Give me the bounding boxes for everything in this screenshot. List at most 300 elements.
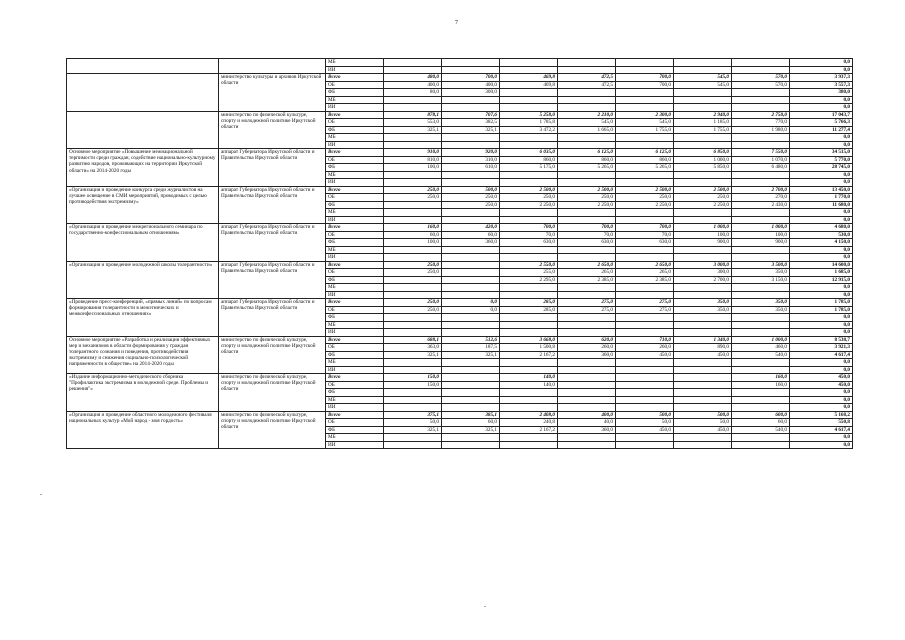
table-row [67, 74, 853, 82]
year-value-cell: 6 480,0 [732, 164, 790, 172]
year-value-cell [732, 314, 790, 322]
total-cell: 5 770,0 [790, 156, 853, 164]
year-value-cell: 140,0 [500, 374, 558, 382]
year-value-cell [442, 404, 500, 412]
source-cell: МБ [326, 246, 384, 254]
year-value-cell: 7 550,0 [732, 149, 790, 157]
total-cell: 11 277,4 [790, 126, 853, 134]
year-value-cell: 360,0 [558, 426, 616, 434]
year-value-cell [732, 104, 790, 112]
total-cell: 14 600,0 [790, 261, 853, 269]
year-value-cell [384, 291, 442, 299]
year-value-cell [442, 254, 500, 262]
total-cell: 3 557,3 [790, 81, 853, 89]
table-row [67, 299, 853, 307]
year-value-cell: 450,0 [616, 426, 674, 434]
year-value-cell [442, 359, 500, 367]
total-cell: 0,0 [790, 389, 853, 397]
total-cell: 11 680,0 [790, 201, 853, 209]
year-value-cell [674, 366, 732, 374]
year-value-cell: 240,8 [500, 419, 558, 427]
source-cell: Всего [326, 336, 384, 344]
margin-mark: . [484, 600, 486, 609]
year-value-cell [732, 329, 790, 337]
total-cell: 13 450,0 [790, 186, 853, 194]
table-row [67, 224, 853, 232]
source-cell: ФБ [326, 276, 384, 284]
source-cell: ФБ [326, 351, 384, 359]
year-value-cell: 2 250,0 [674, 201, 732, 209]
year-value-cell [732, 359, 790, 367]
year-value-cell [442, 66, 500, 74]
executor-cell: аппарат Губернатора Иркутской области и Правительства Иркутской области [219, 186, 326, 224]
year-value-cell [558, 314, 616, 322]
year-value-cell [732, 59, 790, 67]
year-value-cell: 480,0 [384, 74, 442, 82]
year-value-cell: 1 785,8 [500, 119, 558, 127]
year-value-cell [616, 314, 674, 322]
year-value-cell [732, 284, 790, 292]
program-cell [67, 74, 219, 112]
year-value-cell: 5 265,0 [558, 164, 616, 172]
year-value-cell [558, 104, 616, 112]
year-value-cell: 910,0 [384, 149, 442, 157]
year-value-cell [616, 89, 674, 97]
year-value-cell [500, 396, 558, 404]
year-value-cell [616, 284, 674, 292]
year-value-cell [616, 434, 674, 442]
year-value-cell: 400,0 [558, 411, 616, 419]
year-value-cell: 2 385,0 [616, 276, 674, 284]
year-value-cell: 60,0 [384, 231, 442, 239]
year-value-cell [558, 381, 616, 389]
year-value-cell: 50,0 [384, 419, 442, 427]
year-value-cell: 1 980,0 [732, 126, 790, 134]
year-value-cell: 2 295,0 [500, 276, 558, 284]
year-value-cell: 160,0 [732, 381, 790, 389]
year-value-cell: 250,0 [500, 194, 558, 202]
year-value-cell [384, 216, 442, 224]
year-value-cell: 2 250,0 [616, 201, 674, 209]
year-value-cell [442, 104, 500, 112]
year-value-cell: 3 668,0 [500, 336, 558, 344]
year-value-cell: 450,0 [674, 351, 732, 359]
year-value-cell: 160,0 [384, 224, 442, 232]
year-value-cell: 5 175,0 [500, 164, 558, 172]
year-value-cell [616, 209, 674, 217]
year-value-cell: 553,0 [384, 119, 442, 127]
year-value-cell [384, 359, 442, 367]
total-cell: 5 168,2 [790, 411, 853, 419]
year-value-cell [674, 216, 732, 224]
year-value-cell [674, 89, 732, 97]
year-value-cell [616, 179, 674, 187]
source-cell: МБ [326, 171, 384, 179]
year-value-cell: 5 265,0 [616, 164, 674, 172]
year-value-cell: 2 650,0 [558, 261, 616, 269]
year-value-cell [500, 329, 558, 337]
year-value-cell: 5 850,0 [674, 164, 732, 172]
year-value-cell: 2 167,2 [500, 426, 558, 434]
program-cell: «Организация и проведение молодежной школы толерантности» [67, 261, 219, 299]
year-value-cell [674, 381, 732, 389]
source-cell: ФБ [326, 164, 384, 172]
total-cell: 0,0 [790, 66, 853, 74]
year-value-cell: 2 300,0 [616, 111, 674, 119]
year-value-cell: 250,0 [384, 186, 442, 194]
year-value-cell: 700,0 [558, 224, 616, 232]
year-value-cell [558, 171, 616, 179]
year-value-cell: 250,0 [442, 194, 500, 202]
year-value-cell [500, 314, 558, 322]
year-value-cell [442, 141, 500, 149]
year-value-cell [732, 179, 790, 187]
year-value-cell: 3 500,0 [732, 261, 790, 269]
source-cell: ИИ [326, 66, 384, 74]
year-value-cell [384, 276, 442, 284]
total-cell: 4 150,0 [790, 239, 853, 247]
table-row [67, 261, 853, 269]
year-value-cell [500, 246, 558, 254]
program-cell: «Издание информационно-методического сборника "Профилактика экстремизма в молодежной среде. Проблемы и решения"» [67, 374, 219, 412]
year-value-cell [732, 366, 790, 374]
year-value-cell [616, 96, 674, 104]
year-value-cell [558, 366, 616, 374]
total-cell: 0,0 [790, 104, 853, 112]
executor-cell: министерство по физической культуре, спорту и молодежной политике Иркутской области [219, 411, 326, 449]
source-cell: ОБ [326, 344, 384, 352]
source-cell: ИИ [326, 441, 384, 449]
year-value-cell [732, 396, 790, 404]
program-cell: Основное мероприятие «Разработка и реализация эффективных мер и механизмов в области формирования у граждан толерантного сознания и поведения, противодействия экстремизму и снижения социально-психологической напряженности в обществе» на 2014-2020 годы [67, 336, 219, 374]
year-value-cell: 250,0 [384, 306, 442, 314]
year-value-cell: 2 430,0 [732, 201, 790, 209]
year-value-cell: 385,1 [442, 411, 500, 419]
year-value-cell [674, 329, 732, 337]
year-value-cell [442, 216, 500, 224]
source-cell: ФБ [326, 426, 384, 434]
year-value-cell [674, 374, 732, 382]
table-row [67, 59, 853, 67]
year-value-cell [732, 321, 790, 329]
total-cell: 1 785,0 [790, 306, 853, 314]
year-value-cell: 255,0 [500, 269, 558, 277]
year-value-cell [732, 291, 790, 299]
year-value-cell [384, 284, 442, 292]
total-cell: 0,0 [790, 321, 853, 329]
year-value-cell [500, 209, 558, 217]
year-value-cell: 100,0 [674, 231, 732, 239]
year-value-cell: 890,0 [674, 344, 732, 352]
total-cell: 0,0 [790, 96, 853, 104]
year-value-cell: 60,0 [442, 231, 500, 239]
year-value-cell: 250,0 [384, 269, 442, 277]
year-value-cell [674, 254, 732, 262]
year-value-cell: 260,0 [558, 344, 616, 352]
total-cell: 4 617,4 [790, 426, 853, 434]
year-value-cell [442, 381, 500, 389]
year-value-cell [674, 66, 732, 74]
year-value-cell: 469,8 [500, 81, 558, 89]
year-value-cell: 250,0 [384, 194, 442, 202]
year-value-cell: 469,8 [500, 74, 558, 82]
source-cell: ОБ [326, 81, 384, 89]
year-value-cell: 382,5 [442, 119, 500, 127]
total-cell: 530,0 [790, 231, 853, 239]
year-value-cell [442, 171, 500, 179]
executor-cell: аппарат Губернатора Иркутской области и Правительства Иркутской области [219, 149, 326, 187]
page-number: 7 [455, 20, 458, 26]
table-body [67, 59, 853, 449]
year-value-cell [674, 179, 732, 187]
year-value-cell [384, 141, 442, 149]
executor-cell: министерство культуры и архивов Иркутской области [219, 74, 326, 112]
year-value-cell: 472,5 [558, 74, 616, 82]
source-cell: МБ [326, 96, 384, 104]
year-value-cell [384, 441, 442, 449]
year-value-cell: 100,0 [732, 231, 790, 239]
year-value-cell [500, 404, 558, 412]
source-cell: Всего [326, 111, 384, 119]
year-value-cell: 2 500,0 [674, 186, 732, 194]
year-value-cell: 265,0 [616, 269, 674, 277]
year-value-cell [616, 216, 674, 224]
year-value-cell: 1 665,0 [558, 126, 616, 134]
year-value-cell [558, 321, 616, 329]
year-value-cell: 150,0 [384, 381, 442, 389]
year-value-cell: 3 472,2 [500, 126, 558, 134]
year-value-cell [558, 179, 616, 187]
year-value-cell: 350,0 [732, 269, 790, 277]
year-value-cell: 900,0 [674, 239, 732, 247]
year-value-cell: 285,0 [500, 306, 558, 314]
total-cell: 5 766,3 [790, 119, 853, 127]
year-value-cell [616, 104, 674, 112]
year-value-cell [674, 284, 732, 292]
year-value-cell: 2 500,0 [558, 186, 616, 194]
year-value-cell: 160,0 [732, 374, 790, 382]
year-value-cell: 688,1 [384, 336, 442, 344]
year-value-cell: 275,0 [616, 306, 674, 314]
source-cell: ИИ [326, 404, 384, 412]
total-cell: 0,0 [790, 179, 853, 187]
year-value-cell: 285,0 [500, 299, 558, 307]
year-value-cell: 2 210,0 [558, 111, 616, 119]
year-value-cell: 325,1 [384, 426, 442, 434]
year-value-cell: 2 250,0 [558, 201, 616, 209]
year-value-cell [674, 434, 732, 442]
year-value-cell [558, 396, 616, 404]
year-value-cell [732, 254, 790, 262]
year-value-cell: 2 550,0 [500, 261, 558, 269]
year-value-cell [732, 389, 790, 397]
year-value-cell: 710,0 [616, 336, 674, 344]
year-value-cell: 540,0 [732, 351, 790, 359]
source-cell: Всего [326, 261, 384, 269]
year-value-cell [732, 141, 790, 149]
year-value-cell [674, 134, 732, 142]
year-value-cell [674, 209, 732, 217]
year-value-cell [500, 441, 558, 449]
year-value-cell [732, 404, 790, 412]
year-value-cell [500, 89, 558, 97]
year-value-cell [558, 389, 616, 397]
year-value-cell [616, 396, 674, 404]
year-value-cell [732, 96, 790, 104]
source-cell: ОБ [326, 156, 384, 164]
year-value-cell [384, 209, 442, 217]
year-value-cell: 325,1 [442, 426, 500, 434]
year-value-cell: 700,0 [616, 74, 674, 82]
year-value-cell: 1 755,0 [674, 126, 732, 134]
year-value-cell: 363,0 [384, 344, 442, 352]
year-value-cell: 630,0 [616, 239, 674, 247]
source-cell: ФБ [326, 201, 384, 209]
year-value-cell [558, 96, 616, 104]
year-value-cell: 265,0 [558, 269, 616, 277]
year-value-cell [442, 269, 500, 277]
year-value-cell [442, 441, 500, 449]
source-cell: ФБ [326, 89, 384, 97]
total-cell: 1 770,0 [790, 194, 853, 202]
year-value-cell: 545,0 [674, 81, 732, 89]
year-value-cell [732, 246, 790, 254]
program-cell [67, 59, 219, 74]
total-cell: 0,0 [790, 284, 853, 292]
budget-table [66, 58, 853, 449]
year-value-cell: 300,0 [442, 89, 500, 97]
source-cell: МБ [326, 359, 384, 367]
year-value-cell: 1 340,0 [674, 336, 732, 344]
total-cell: 8 538,7 [790, 336, 853, 344]
total-cell: 550,8 [790, 419, 853, 427]
source-cell: МБ [326, 59, 384, 67]
year-value-cell [500, 366, 558, 374]
year-value-cell: 1 000,0 [732, 224, 790, 232]
year-value-cell: 2 700,0 [674, 276, 732, 284]
year-value-cell: 375,1 [384, 411, 442, 419]
year-value-cell [674, 291, 732, 299]
source-cell: ИИ [326, 254, 384, 262]
year-value-cell: 700,0 [616, 81, 674, 89]
year-value-cell: 187,5 [442, 344, 500, 352]
year-value-cell [384, 179, 442, 187]
source-cell: ОБ [326, 194, 384, 202]
year-value-cell: 2 500,0 [500, 186, 558, 194]
total-cell: 1 685,0 [790, 269, 853, 277]
total-cell: 450,0 [790, 374, 853, 382]
year-value-cell [558, 66, 616, 74]
year-value-cell [442, 374, 500, 382]
source-cell: МБ [326, 434, 384, 442]
year-value-cell: 6 125,0 [616, 149, 674, 157]
year-value-cell [674, 321, 732, 329]
year-value-cell [558, 374, 616, 382]
year-value-cell [674, 314, 732, 322]
year-value-cell [384, 104, 442, 112]
year-value-cell [442, 434, 500, 442]
year-value-cell [384, 396, 442, 404]
year-value-cell [384, 366, 442, 374]
year-value-cell: 325,1 [384, 351, 442, 359]
year-value-cell [616, 389, 674, 397]
total-cell: 0,0 [790, 314, 853, 322]
year-value-cell [616, 59, 674, 67]
total-cell: 17 043,7 [790, 111, 853, 119]
year-value-cell: 540,0 [732, 426, 790, 434]
year-value-cell [616, 359, 674, 367]
year-value-cell [616, 374, 674, 382]
year-value-cell: 150,0 [384, 374, 442, 382]
year-value-cell: 1 185,0 [674, 119, 732, 127]
total-cell: 12 915,0 [790, 276, 853, 284]
year-value-cell: 250,0 [442, 201, 500, 209]
year-value-cell: 250,0 [384, 299, 442, 307]
program-cell: Основное мероприятие «Повышение межнациональной терпимости среди граждан, содействие национально-культурному развитию народов, проживающих на территории Иркутской области» на 2014-2020 годы [67, 149, 219, 187]
year-value-cell: 2 500,0 [616, 186, 674, 194]
program-cell: «Проведение пресс-конференций, «прямых линий» по вопросам формирования толерантности в межэтнических и межконфессиональных отношениях» [67, 299, 219, 337]
source-cell: ИИ [326, 104, 384, 112]
year-value-cell [558, 216, 616, 224]
year-value-cell [558, 254, 616, 262]
source-cell: ИИ [326, 366, 384, 374]
year-value-cell: 70,0 [616, 231, 674, 239]
year-value-cell: 6 125,0 [558, 149, 616, 157]
year-value-cell [558, 134, 616, 142]
year-value-cell [442, 134, 500, 142]
total-cell: 0,0 [790, 396, 853, 404]
year-value-cell: 60,0 [732, 419, 790, 427]
year-value-cell: 707,6 [442, 111, 500, 119]
year-value-cell [732, 216, 790, 224]
year-value-cell [616, 404, 674, 412]
year-value-cell [558, 359, 616, 367]
year-value-cell [442, 179, 500, 187]
year-value-cell [442, 261, 500, 269]
year-value-cell: 2 940,0 [674, 111, 732, 119]
year-value-cell [442, 246, 500, 254]
year-value-cell [674, 389, 732, 397]
year-value-cell: 450,0 [674, 426, 732, 434]
year-value-cell [616, 254, 674, 262]
year-value-cell [442, 389, 500, 397]
source-cell: ОБ [326, 119, 384, 127]
year-value-cell [500, 434, 558, 442]
total-cell: 450,0 [790, 381, 853, 389]
year-value-cell [616, 329, 674, 337]
year-value-cell: 630,0 [500, 239, 558, 247]
executor-cell: аппарат Губернатора Иркутской области и Правительства Иркутской области [219, 261, 326, 299]
year-value-cell: 270,0 [732, 194, 790, 202]
year-value-cell [384, 329, 442, 337]
source-cell: ФБ [326, 126, 384, 134]
year-value-cell: 50,0 [674, 419, 732, 427]
year-value-cell [500, 59, 558, 67]
total-cell: 0,0 [790, 434, 853, 442]
source-cell: ИИ [326, 216, 384, 224]
source-cell: Всего [326, 374, 384, 382]
year-value-cell [732, 66, 790, 74]
year-value-cell [384, 314, 442, 322]
year-value-cell: 460,0 [732, 344, 790, 352]
year-value-cell [732, 89, 790, 97]
year-value-cell [500, 389, 558, 397]
year-value-cell: 100,0 [384, 239, 442, 247]
year-value-cell: 2 750,0 [732, 111, 790, 119]
year-value-cell: 0,0 [442, 306, 500, 314]
source-cell: МБ [326, 396, 384, 404]
year-value-cell [442, 276, 500, 284]
